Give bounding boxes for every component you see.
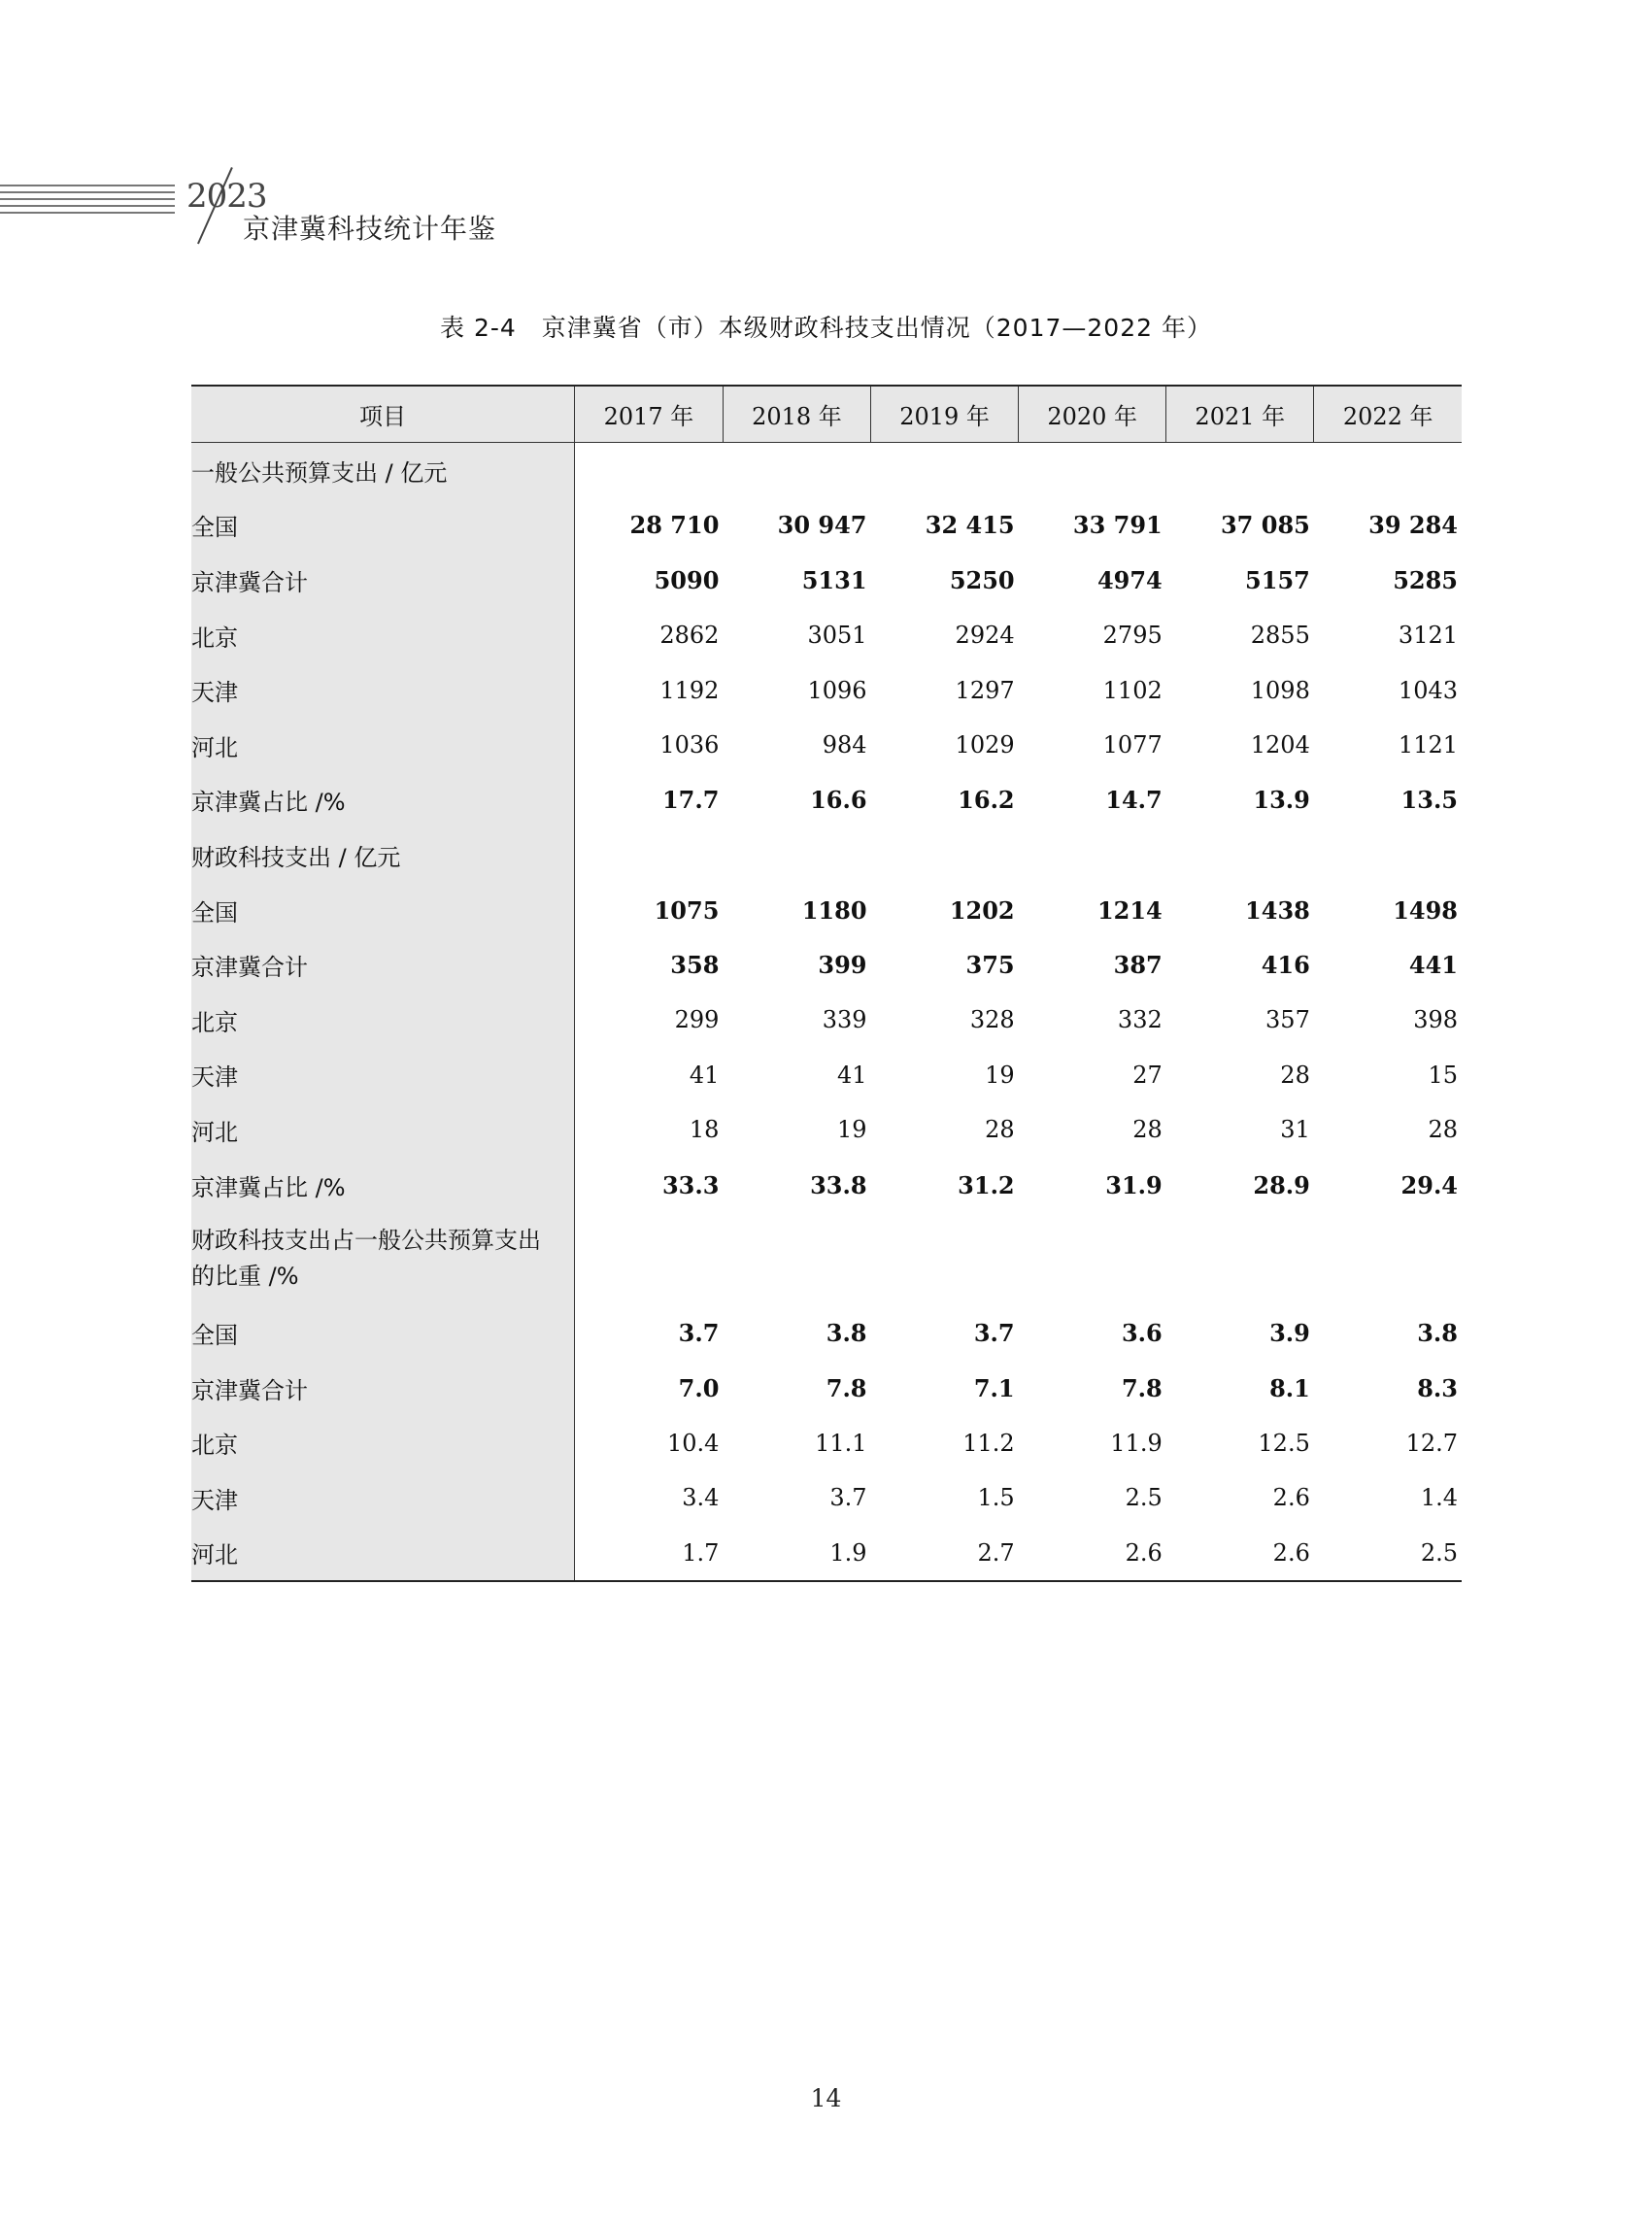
row-label: 京津冀合计 — [191, 937, 575, 993]
table-cell: 2795 — [1102, 622, 1163, 650]
table-cell: 2.6 — [1272, 1484, 1310, 1512]
header-book-title: 京津冀科技统计年鉴 — [243, 213, 497, 245]
table-row — [191, 827, 1462, 883]
row-label: 天津 — [191, 1470, 575, 1526]
table-cell: 29.4 — [1400, 1170, 1458, 1199]
table-cell — [1314, 1212, 1462, 1305]
table-row — [191, 443, 1462, 498]
table-cell: 15 — [1428, 1061, 1458, 1089]
row-label: 北京 — [191, 1416, 575, 1471]
table-cell: 30 947 — [777, 511, 867, 540]
row-label: 财政科技支出占一般公共预算支出 的比重 /% — [191, 1212, 575, 1305]
table-cell: 1438 — [1245, 895, 1310, 925]
table-cell: 13.9 — [1253, 786, 1310, 815]
table-cell — [1166, 443, 1314, 498]
table-cell: 16.2 — [958, 786, 1015, 815]
header-year: 2023 — [186, 177, 267, 216]
table-cell: 14.7 — [1105, 786, 1163, 815]
table-cell: 31 — [1280, 1116, 1310, 1144]
table-row — [191, 1102, 1462, 1158]
table-cell: 2.6 — [1272, 1538, 1310, 1567]
table-cell: 3.7 — [973, 1319, 1015, 1348]
table-cell: 18 — [689, 1116, 720, 1144]
table-row — [191, 1416, 1462, 1471]
column-header-item: 项目 — [191, 386, 575, 443]
table-row — [191, 1048, 1462, 1103]
statistics-table — [191, 385, 1462, 1582]
table-cell: 2.5 — [1420, 1538, 1458, 1567]
table-cell — [1166, 1212, 1314, 1305]
column-header-2018: 2018 年 — [723, 386, 870, 443]
row-label: 全国 — [191, 1305, 575, 1361]
table-row — [191, 937, 1462, 993]
table-cell: 8.1 — [1269, 1373, 1310, 1402]
table-cell: 11.2 — [962, 1429, 1015, 1457]
table-cell: 375 — [965, 951, 1015, 980]
row-label: 北京 — [191, 608, 575, 663]
table-cell: 3.8 — [826, 1319, 867, 1348]
table-cell: 357 — [1265, 1006, 1310, 1034]
table-cell: 416 — [1261, 951, 1310, 980]
table-cell: 33.3 — [661, 1170, 720, 1199]
table-cell: 28 — [1428, 1116, 1458, 1144]
table-cell: 3.4 — [682, 1484, 720, 1512]
table-cell: 19 — [985, 1061, 1015, 1089]
table-cell: 3121 — [1398, 622, 1458, 650]
table-cell: 31.9 — [1105, 1170, 1163, 1199]
table-cell: 33.8 — [810, 1170, 867, 1199]
table-cell: 11.9 — [1110, 1429, 1163, 1457]
table-cell: 5131 — [801, 565, 867, 594]
table-row — [191, 1470, 1462, 1526]
table-cell: 3.7 — [678, 1319, 720, 1348]
table-row — [191, 498, 1462, 554]
table-cell: 3.7 — [829, 1484, 867, 1512]
table-cell: 1214 — [1096, 895, 1163, 925]
table-cell: 17.7 — [661, 786, 720, 815]
table-cell: 441 — [1408, 951, 1458, 980]
table-cell: 3051 — [807, 622, 867, 650]
row-label: 北京 — [191, 993, 575, 1048]
table-cell — [1314, 827, 1462, 883]
table-cell: 3.6 — [1121, 1319, 1163, 1348]
page-number: 14 — [810, 2084, 842, 2112]
column-header-2019: 2019 年 — [871, 386, 1019, 443]
table-cell: 1498 — [1393, 895, 1458, 925]
row-label: 天津 — [191, 1048, 575, 1103]
table-cell: 8.3 — [1417, 1373, 1458, 1402]
table-cell: 5250 — [949, 565, 1015, 594]
table-cell: 1121 — [1398, 731, 1458, 759]
table-cell — [723, 443, 870, 498]
table-row — [191, 1305, 1462, 1361]
table-cell: 1202 — [949, 895, 1015, 925]
table-cell: 39 284 — [1368, 511, 1458, 540]
row-label: 京津冀占比 /% — [191, 1158, 575, 1213]
table-row — [191, 883, 1462, 938]
table-body — [191, 443, 1462, 1582]
table-cell: 28 — [985, 1116, 1015, 1144]
column-header-2022: 2022 年 — [1314, 386, 1462, 443]
table-cell: 299 — [674, 1006, 720, 1034]
row-label: 全国 — [191, 883, 575, 938]
table-cell: 12.5 — [1258, 1429, 1310, 1457]
table-cell: 984 — [822, 731, 867, 759]
table-row — [191, 993, 1462, 1048]
table-cell: 28.9 — [1253, 1170, 1310, 1199]
row-label: 天津 — [191, 662, 575, 718]
table-row — [191, 662, 1462, 718]
table-cell: 398 — [1413, 1006, 1458, 1034]
table-cell: 339 — [822, 1006, 867, 1034]
table-cell: 1036 — [659, 731, 720, 759]
row-label: 财政科技支出 / 亿元 — [191, 827, 575, 883]
table-cell: 28 — [1280, 1061, 1310, 1089]
table-cell: 1.5 — [977, 1484, 1015, 1512]
table-cell — [723, 1212, 870, 1305]
table-cell: 7.8 — [1121, 1373, 1163, 1402]
table-row — [191, 773, 1462, 828]
table-cell: 2924 — [955, 622, 1015, 650]
table-cell: 37 085 — [1220, 511, 1310, 540]
table-cell: 28 — [1132, 1116, 1163, 1144]
table-cell: 7.1 — [973, 1373, 1015, 1402]
table-cell: 1029 — [955, 731, 1015, 759]
row-label: 河北 — [191, 718, 575, 773]
table-cell: 1075 — [654, 895, 720, 925]
table-cell — [1166, 827, 1314, 883]
table-cell — [723, 827, 870, 883]
table-cell: 27 — [1132, 1061, 1163, 1089]
header-rules — [0, 185, 175, 219]
table-cell — [1019, 443, 1166, 498]
table-cell: 3.8 — [1417, 1319, 1458, 1348]
table-cell: 1.9 — [829, 1538, 867, 1567]
table-cell — [575, 827, 724, 883]
table-cell: 328 — [969, 1006, 1015, 1034]
column-header-2020: 2020 年 — [1019, 386, 1166, 443]
table-cell — [575, 1212, 724, 1305]
table-cell: 1204 — [1250, 731, 1310, 759]
table-cell: 1077 — [1102, 731, 1163, 759]
table-row — [191, 1158, 1462, 1213]
table-row — [191, 608, 1462, 663]
table-row — [191, 1526, 1462, 1582]
row-label: 京津冀合计 — [191, 1361, 575, 1416]
table-cell: 1096 — [807, 676, 867, 704]
row-label: 全国 — [191, 498, 575, 554]
table-cell: 32 415 — [925, 511, 1015, 540]
column-header-2021: 2021 年 — [1166, 386, 1314, 443]
table-cell: 1.7 — [682, 1538, 720, 1567]
table-cell — [1019, 827, 1166, 883]
table-cell: 31.2 — [958, 1170, 1015, 1199]
table-cell — [1314, 443, 1462, 498]
table-cell: 16.6 — [810, 786, 867, 815]
table-cell: 5285 — [1393, 565, 1458, 594]
table-cell: 12.7 — [1405, 1429, 1458, 1457]
table-cell: 399 — [818, 951, 867, 980]
row-label: 京津冀占比 /% — [191, 773, 575, 828]
table-cell: 28 710 — [629, 511, 720, 540]
table-cell: 1.4 — [1420, 1484, 1458, 1512]
table-cell: 4974 — [1096, 565, 1163, 594]
row-label: 河北 — [191, 1102, 575, 1158]
table-row — [191, 1361, 1462, 1416]
table-cell — [1019, 1212, 1166, 1305]
table-cell: 2855 — [1250, 622, 1310, 650]
table-cell: 2.7 — [977, 1538, 1015, 1567]
table-cell: 1180 — [801, 895, 867, 925]
table-cell — [871, 1212, 1019, 1305]
table-cell: 33 791 — [1072, 511, 1163, 540]
column-header-2017: 2017 年 — [575, 386, 724, 443]
table-cell: 5090 — [654, 565, 720, 594]
table-cell: 1297 — [955, 676, 1015, 704]
table-cell: 1098 — [1250, 676, 1310, 704]
table-cell: 13.5 — [1400, 786, 1458, 815]
table-title: 表 2-4 京津冀省（市）本级财政科技支出情况（2017—2022 年） — [440, 314, 1212, 342]
table-cell: 7.8 — [826, 1373, 867, 1402]
table-cell — [871, 827, 1019, 883]
table-cell: 5157 — [1245, 565, 1310, 594]
table-cell: 10.4 — [666, 1429, 720, 1457]
table-row — [191, 553, 1462, 608]
row-label: 河北 — [191, 1526, 575, 1582]
table-cell — [575, 443, 724, 498]
table-header-row — [191, 386, 1462, 443]
table-cell: 19 — [836, 1116, 867, 1144]
table-row — [191, 1212, 1462, 1305]
row-label: 京津冀合计 — [191, 553, 575, 608]
table-cell: 2862 — [659, 622, 720, 650]
table-cell — [871, 443, 1019, 498]
table-cell: 41 — [836, 1061, 867, 1089]
table-cell: 41 — [689, 1061, 720, 1089]
table-cell: 1043 — [1398, 676, 1458, 704]
table-cell: 2.6 — [1125, 1538, 1163, 1567]
table-cell: 3.9 — [1269, 1319, 1310, 1348]
table-cell: 2.5 — [1125, 1484, 1163, 1512]
table-cell: 7.0 — [678, 1373, 720, 1402]
table-cell: 332 — [1117, 1006, 1163, 1034]
table-cell: 358 — [670, 951, 720, 980]
table-cell: 1102 — [1102, 676, 1163, 704]
table-cell: 1192 — [659, 676, 720, 704]
row-label: 一般公共预算支出 / 亿元 — [191, 443, 575, 498]
table-cell: 11.1 — [815, 1429, 867, 1457]
table-cell: 387 — [1113, 951, 1163, 980]
table-row — [191, 718, 1462, 773]
